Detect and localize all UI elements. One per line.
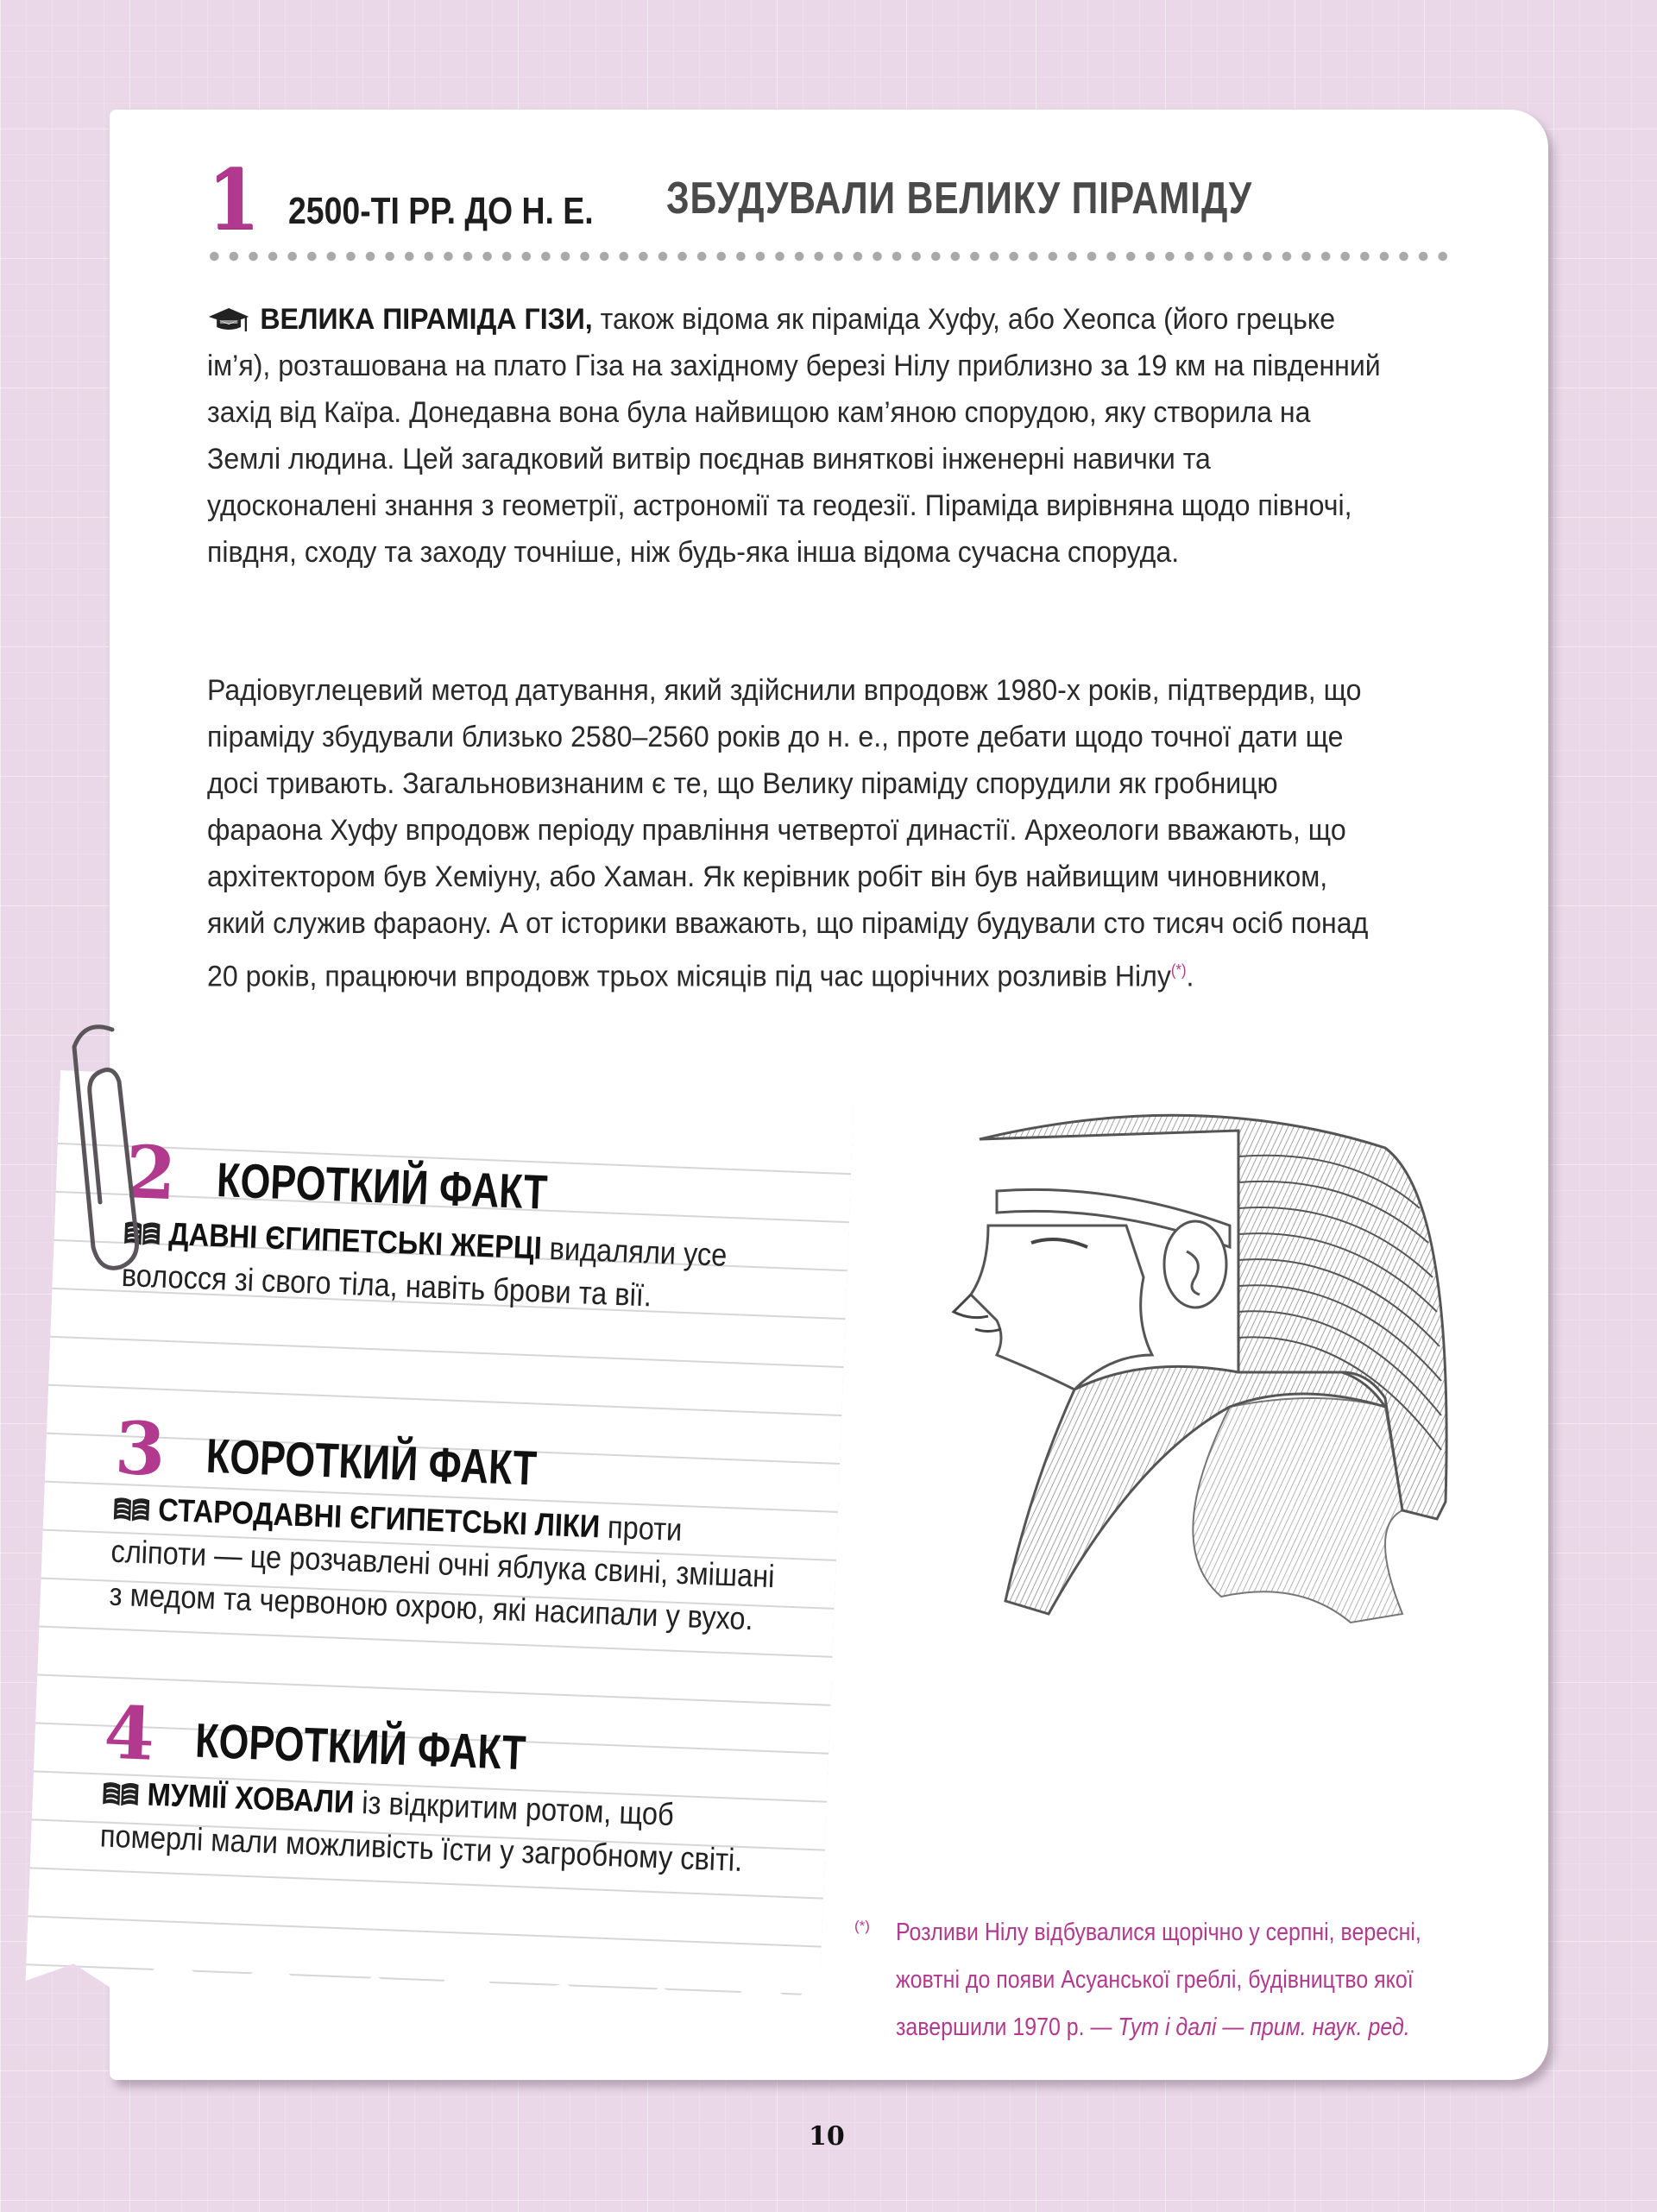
fact-number: 2: [123, 1129, 178, 1217]
book-icon: [112, 1496, 151, 1523]
paragraph-2-text: Радіовуглецевий метод датування, який здійснили впродовж 1980-х років, підтвердив, що піраміду збудували близько 2580–2560 років до н. е., проте дебати щодо точної дати ще досі тривають. Загальновизнаним є те, що Велику піраміду спорудили як гробницю фараона Хуфу впродовж періоду правління четвертої династії. Археологи вважають, що архітектором був Хеміуну, або Хаман. Як керівник робіт він був найвищим чиновником, який служив фараону. А от історики вважають, що піраміду будували сто тисяч осіб понад 20 років, працюючи впродовж трьох місяців під час щорічних розливів Нілу: [207, 674, 1369, 993]
fact-text: видаляли усе волосся зі свого тіла, навіть брови та вії.: [121, 1230, 728, 1314]
paragraph-2: [207, 667, 1387, 1000]
dotted-divider: [205, 251, 1453, 262]
pharaoh-illustration: [936, 1096, 1480, 1812]
section-title: ЗБУДУВАЛИ ВЕЛИКУ ПІРАМІДУ: [666, 173, 1253, 224]
fact-number: 4: [102, 1689, 156, 1777]
fact-card-2: [121, 1129, 817, 1324]
page-number: 10: [809, 2121, 845, 2152]
footnote: [854, 1909, 1510, 2051]
fact-text: проти сліпоти — це розчавлені очні яблука свині, змішані з медом та червоною охрою, які насипали у вухо.: [108, 1509, 776, 1637]
paragraph-1: [207, 296, 1387, 576]
paragraph-1-text: також відома як піраміда Хуфу, або Хеопса (його грецьке ім’я), розташована на плато Гіза на західному березі Нілу приблизно за 19 км на південний захід від Каїра. Донедавна вона була найвищою кам’яною спорудою, яку створила на Землі людина. Цей загадковий витвір поєднав виняткові інженерні навички та удосконалені знання з геометрії, астрономії та геодезії. Піраміда вирівняна щодо півночі, півдня, сходу та заходу точніше, ніж будь-яка інша відома сучасна споруда.: [207, 303, 1381, 569]
footnote-text: [896, 1909, 1424, 2051]
fact-lead: ДАВНІ ЄГИПЕТСЬКІ ЖЕРЦІ: [167, 1215, 543, 1266]
facts-note-paper: [24, 1070, 854, 2050]
book-icon: [101, 1780, 140, 1807]
fact-body: [109, 1487, 782, 1642]
fact-lead: МУМІЇ ХОВАЛИ: [146, 1776, 356, 1820]
fact-text: із відкритим ротом, щоб померлі мали можливість їсти у загробному світі.: [99, 1784, 744, 1878]
paragraph-1-lead: ВЕЛИКА ПІРАМІДА ГІЗИ,: [260, 303, 593, 336]
footnote-editor-note: Тут і далі — прим. наук. ред.: [1118, 2013, 1411, 2041]
fact-card-3: [108, 1404, 807, 1643]
fact-title: КОРОТКИЙ ФАКТ: [194, 1712, 527, 1780]
fact-lead: СТАРОДАВНІ ЄГИПЕТСЬКІ ЛІКИ: [157, 1491, 601, 1545]
footnote-reference[interactable]: (*): [1170, 961, 1187, 979]
section-number: 1: [207, 151, 260, 249]
graduation-cap-icon: [207, 306, 250, 332]
footnote-body: Розливи Нілу відбувалися щорічно у серпні, вересні, жовтні до появи Асуанської греблі, будівництво якої завершили 1970 р. —: [896, 1919, 1422, 2041]
footnote-mark: (*): [854, 1918, 870, 1934]
paperclip-icon: [59, 1021, 145, 1280]
fact-title: КОРОТКИЙ ФАКТ: [216, 1152, 549, 1219]
section-heading: [205, 151, 647, 249]
section-date: 2500-ТІ РР. ДО Н. Е.: [287, 190, 594, 232]
fact-title: КОРОТКИЙ ФАКТ: [205, 1427, 539, 1496]
paragraph-2-end: .: [1186, 960, 1194, 993]
fact-number: 3: [113, 1404, 167, 1492]
fact-card-4: [99, 1689, 796, 1885]
